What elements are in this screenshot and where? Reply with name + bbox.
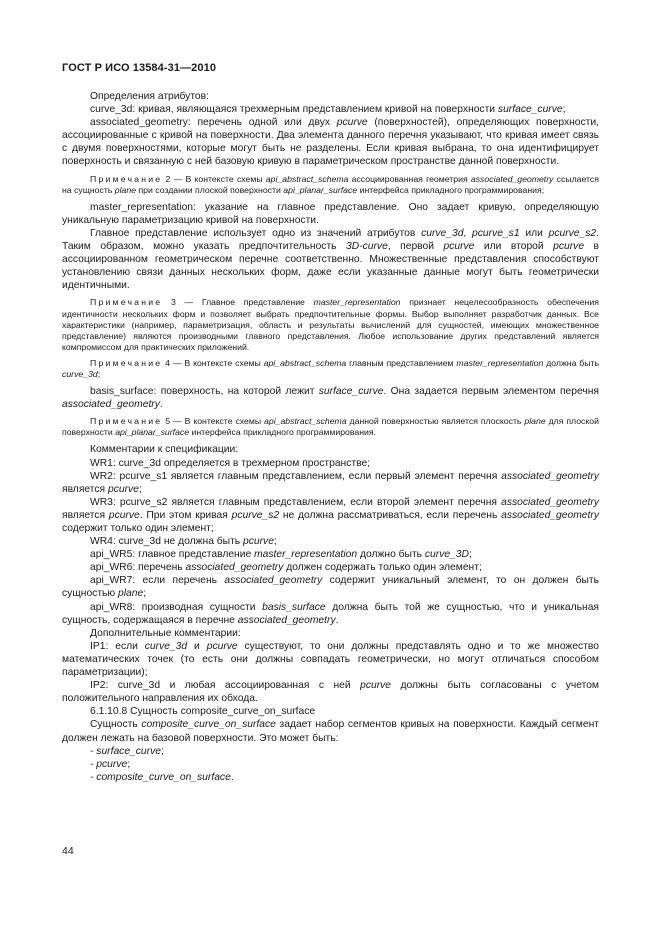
text-run: для плоской поверхности bbox=[62, 416, 599, 438]
text-paragraph bbox=[62, 535, 599, 548]
text-paragraph bbox=[62, 574, 599, 600]
italic-term: 3D-curve bbox=[346, 241, 388, 253]
text-run: Определения атрибутов: bbox=[90, 91, 209, 102]
italic-term: api_planar_surface bbox=[283, 184, 358, 195]
text-run: при создании плоской поверхности bbox=[136, 184, 284, 195]
italic-term: associated_geometry bbox=[501, 470, 599, 482]
text-paragraph bbox=[62, 705, 599, 718]
italic-term: - surface_curve bbox=[90, 745, 161, 757]
text-paragraph bbox=[62, 443, 599, 456]
text-paragraph bbox=[62, 640, 599, 679]
text-run: должны быть согласованы с учетом положительного направления их обхода. bbox=[62, 680, 600, 705]
text-paragraph bbox=[62, 201, 599, 227]
text-run: . bbox=[335, 614, 339, 626]
note-paragraph bbox=[62, 174, 599, 196]
text-paragraph bbox=[62, 561, 599, 574]
text-run: associated_geometry: перечень одной или двух bbox=[90, 117, 337, 129]
text-run: WR4: curve_3d не должна быть bbox=[90, 536, 244, 548]
text-paragraph bbox=[62, 457, 599, 470]
text-paragraph bbox=[62, 601, 599, 627]
note-paragraph bbox=[62, 416, 599, 438]
text-paragraph bbox=[62, 758, 599, 771]
text-run: ; bbox=[97, 368, 101, 379]
text-run: признает нецелесообразность обеспечения идентичности нескольких форм и позволяет выбрать предпочтительные формы. Выбор выполняет разработчик данных. Все характеристики (например, параметризация, область и результаты вычислений для сущностей, имеющих множественное представление) являются производными главного представления. Любое использование других представлений является компромиссом для практических приложений. bbox=[62, 297, 599, 352]
text-run: ; bbox=[273, 536, 277, 548]
text-run: Дополнительные комментарии: bbox=[90, 627, 241, 639]
italic-term: pcurve bbox=[553, 241, 585, 253]
italic-term: - composite_curve_on_surface bbox=[90, 771, 231, 783]
text-run: ; bbox=[127, 758, 131, 770]
text-run: или bbox=[519, 227, 549, 239]
text-run: IP2: curve_3d и любая ассоциированная с ней bbox=[90, 680, 361, 692]
italic-term: pcurve bbox=[107, 483, 139, 495]
italic-term: pcurve_s1 bbox=[472, 227, 520, 239]
text-run: ; bbox=[138, 483, 142, 495]
italic-term: surface_curve bbox=[318, 386, 384, 398]
note-paragraph bbox=[62, 297, 599, 352]
text-run: ; bbox=[468, 549, 472, 561]
text-run: ; bbox=[562, 104, 566, 116]
text-run: . При этом кривая bbox=[139, 509, 232, 521]
text-run: является bbox=[62, 483, 108, 495]
text-run: api_WR7: если перечень bbox=[90, 575, 225, 587]
text-run: Комментарии к спецификации: bbox=[90, 444, 239, 456]
text-run: api_WR6: перечень bbox=[90, 562, 186, 574]
italic-term: composite_curve_on_surface bbox=[141, 719, 276, 731]
text-run: в ассоциированном геометрическом перечне соответственно. Множественные представления способствуют установлению связи данных нескольких форм, даже если указанные данные могут быть геометрически идентичными. bbox=[62, 241, 599, 292]
text-run: . bbox=[159, 399, 163, 411]
text-paragraph bbox=[62, 227, 599, 292]
text-run: задает набор сегментов кривых на поверхности. Каждый сегмент должен лежать на базовой поверхности. Это может быть: bbox=[62, 719, 599, 744]
italic-term: associated_geometry bbox=[62, 399, 160, 411]
italic-term: plane bbox=[114, 184, 137, 195]
page-number: 44 bbox=[62, 845, 74, 857]
text-run: IP1: если bbox=[90, 640, 145, 652]
text-run: . bbox=[230, 771, 234, 783]
italic-term: curve_3D bbox=[424, 549, 469, 561]
text-run: Примечание bbox=[90, 297, 163, 308]
italic-term: api_planar_surface bbox=[115, 427, 190, 438]
text-run: 3 — Главное представление bbox=[162, 297, 314, 308]
text-paragraph bbox=[62, 771, 599, 784]
text-run: , bbox=[463, 227, 473, 239]
italic-term: api_abstract_schema bbox=[264, 416, 347, 427]
text-run: должно быть bbox=[357, 549, 425, 561]
text-run: WR2: pcurve_s1 является главным представлением, если первый элемент перечня bbox=[90, 470, 502, 482]
text-paragraph bbox=[62, 116, 599, 168]
italic-term: master_representation bbox=[456, 357, 544, 368]
text-run: , первой bbox=[387, 241, 444, 253]
text-run: 5 — В контексте схемы bbox=[162, 416, 265, 427]
italic-term: pcurve bbox=[443, 241, 475, 253]
text-run: WR1: curve_3d определяется в трехмерном пространстве; bbox=[90, 457, 371, 469]
note-paragraph bbox=[62, 358, 599, 380]
text-run: главным представлением bbox=[346, 357, 457, 368]
text-run: является bbox=[62, 509, 109, 521]
text-run: . Она задается первым элементом перечня bbox=[383, 386, 599, 398]
text-paragraph bbox=[62, 103, 599, 116]
text-run: master_representation: указание на главное представление. Оно задает кривую, определяющую уникальную параметризацию кривой на поверхности. bbox=[62, 201, 599, 226]
text-run: Сущность bbox=[90, 719, 142, 731]
italic-term: master_representation bbox=[313, 297, 401, 308]
italic-term: curve_3d bbox=[421, 227, 464, 239]
italic-term: plane bbox=[524, 416, 546, 427]
text-run: api_WR5: главное представление bbox=[90, 549, 255, 561]
text-run: api_WR8: производная сущности bbox=[90, 601, 263, 613]
italic-term: associated_geometry bbox=[185, 562, 284, 574]
text-paragraph bbox=[62, 679, 599, 705]
text-run: ассоциированная геометрия bbox=[348, 173, 471, 184]
text-run: WR3: pcurve_s2 является главным представлением, если второй элемент перечня bbox=[90, 496, 502, 508]
italic-term: plane bbox=[118, 588, 144, 600]
text-run: ; bbox=[160, 745, 164, 757]
italic-term: curve_3d bbox=[62, 368, 98, 379]
text-run: 4 — В контексте схемы bbox=[162, 357, 264, 368]
text-run: Главное представление использует одно из значений атрибутов bbox=[90, 227, 422, 239]
italic-term: associated_geometry bbox=[237, 614, 336, 626]
italic-term: pcurve bbox=[108, 509, 140, 521]
text-paragraph bbox=[62, 745, 599, 758]
italic-term: curve_3d bbox=[144, 640, 188, 652]
text-run: должна быть bbox=[543, 357, 600, 368]
italic-term: pcurve bbox=[206, 640, 238, 652]
text-run: существуют, то они должны представлять одно и то же множество математических точек (то есть они должны совпадать геометрически, но могут отличаться способом параметризации); bbox=[62, 640, 599, 679]
text-run: basis_surface: поверхность, на которой лежит bbox=[90, 386, 319, 398]
text-run: ссылается на сущность bbox=[62, 173, 599, 195]
text-run: не должна рассматриваться, если перечень bbox=[279, 509, 502, 521]
italic-term: pcurve bbox=[360, 680, 391, 692]
text-run: содержит уникальный элемент, то он должен быть сущностью bbox=[62, 575, 599, 600]
text-run: данной поверхностью является плоскость bbox=[346, 416, 525, 427]
italic-term: pcurve_s2 bbox=[548, 227, 597, 239]
text-paragraph bbox=[62, 385, 599, 411]
text-paragraph bbox=[62, 90, 599, 103]
text-run: должен содержать только один элемент; bbox=[283, 562, 482, 574]
text-run: Примечание bbox=[90, 173, 163, 184]
italic-term: - pcurve bbox=[90, 758, 128, 770]
text-paragraph bbox=[62, 470, 599, 496]
text-run: интерфейса прикладного программирования; bbox=[357, 184, 545, 195]
italic-term: pcurve bbox=[336, 117, 368, 129]
text-run: curve_3d: кривая, являющаяся трехмерным представлением кривой на поверхности bbox=[90, 104, 498, 116]
text-run: содержит только один элемент; bbox=[62, 523, 214, 534]
text-run: Примечание bbox=[90, 357, 163, 368]
italic-term: associated_geometry bbox=[501, 496, 599, 508]
italic-term: pcurve bbox=[243, 536, 274, 548]
italic-term: master_representation bbox=[254, 549, 358, 561]
text-run: интерфейса прикладного программирования. bbox=[189, 427, 377, 438]
text-paragraph bbox=[62, 627, 599, 640]
text-paragraph bbox=[62, 548, 599, 561]
text-run: 2 — В контексте схемы bbox=[162, 173, 266, 184]
text-paragraph bbox=[62, 496, 599, 535]
italic-term: associated_geometry bbox=[470, 173, 554, 184]
document-body bbox=[62, 90, 599, 784]
text-run: 6.1.10.8 Сущность composite_curve_on_surface bbox=[90, 706, 316, 718]
italic-term: associated_geometry bbox=[224, 575, 323, 587]
italic-term: api_abstract_schema bbox=[265, 173, 349, 184]
italic-term: basis_surface bbox=[262, 601, 326, 613]
text-run: должна быть той же сущностью, что и уникальная сущность, содержащаяся в перечне bbox=[62, 601, 600, 626]
text-run: (поверхностей), определяющих поверхности, ассоциированные с кривой на поверхности. Два элемента данного перечня указывают, что кривая имеет связь с двумя поверхностями, которые могут быть не разделены. Если кривая выбрана, то она идентифицирует поверхность и связанную с ней базовую кривую в параметрическом пространстве данной поверхности. bbox=[62, 117, 599, 168]
italic-term: api_abstract_schema bbox=[263, 357, 347, 368]
text-run: . Таким образом, можно указать предпочтительность bbox=[62, 227, 599, 253]
italic-term: pcurve_s2 bbox=[231, 509, 280, 521]
text-run: или второй bbox=[474, 241, 554, 253]
text-run: Примечание bbox=[90, 416, 163, 427]
italic-term: surface_curve bbox=[497, 104, 563, 116]
italic-term: associated_geometry bbox=[501, 509, 599, 521]
text-run: и bbox=[187, 640, 207, 652]
document-header: ГОСТ Р ИСО 13584-31—2010 bbox=[62, 62, 217, 74]
text-paragraph bbox=[62, 718, 599, 744]
text-run: ; bbox=[143, 588, 147, 600]
